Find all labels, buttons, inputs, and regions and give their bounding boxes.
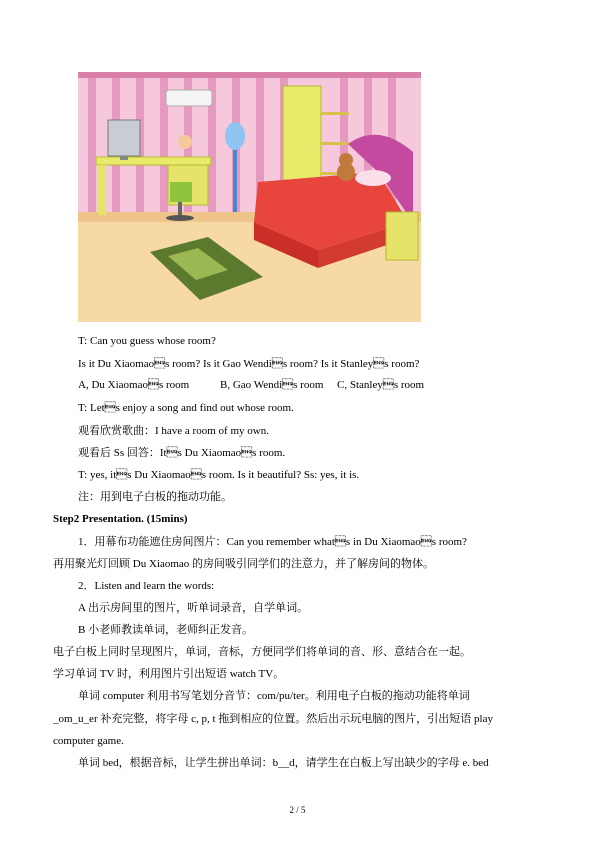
step-heading: Step2 Presentation. (15mins)	[53, 513, 188, 525]
question-line: Is it Du Xiaomaos room? Is it Gao Wendis room? Is it Stanleys room?	[78, 358, 420, 370]
option-b: B, Gao Wendis room	[220, 379, 324, 391]
paragraph-line: _om_u_er 补充完整，将字母 c, p, t 拖到相应的位置。然后出示玩电脑的图片，引出短语 play	[53, 713, 493, 725]
list-item: A 出示房间里的图片，听单词录音，自学单词。	[78, 602, 309, 614]
paragraph-line: 单词 computer 利用书写笔划分音节：com/pu/ter。利用电子白板的拖动功能将单词	[78, 690, 470, 702]
dialogue-line: T: Can you guess whose room?	[78, 335, 216, 347]
list-item: B 小老师教读单词，老师纠正发音。	[78, 624, 254, 636]
option-c: C, Stanleys room	[337, 379, 425, 391]
dialogue-line: T: Lets enjoy a song and find out whose room.	[78, 402, 294, 414]
paragraph-line: 再用聚光灯回顾 Du Xiaomao 的房间吸引同学们的注意力，并了解房间的物体。	[53, 558, 435, 570]
note-line: 注：用到电子白板的拖动功能。	[78, 491, 232, 503]
song-line: 观看欣赏歌曲：I have a room of my own.	[78, 425, 269, 437]
bedroom-illustration	[78, 72, 421, 322]
step-item: 1．用幕布功能遮住房间图片：Can you remember whats in Du Xiaomaos room?	[78, 536, 467, 548]
answer-line: 观看后 Ss 回答：Its Du Xiaomaos room.	[78, 447, 286, 459]
paragraph-line: 电子白板上同时呈现图片，单词，音标，方便同学们将单词的音、形、意结合在一起。	[53, 646, 471, 658]
paragraph-line: 学习单词 TV 时，利用图片引出短语 watch TV。	[53, 668, 285, 680]
dialogue-line: T: yes, its Du Xiaomaos room. Is it beautiful? Ss: yes, it is.	[78, 469, 360, 481]
option-a: A, Du Xiaomaos room	[78, 379, 190, 391]
paragraph-line: computer game.	[53, 735, 124, 747]
step-item: 2．Listen and learn the words:	[78, 580, 215, 592]
page-number: 2 / 5	[289, 805, 306, 815]
paragraph-line: 单词 bed，根据音标，让学生拼出单词：b__d，请学生在白板上写出缺少的字母 e. bed	[78, 757, 489, 769]
